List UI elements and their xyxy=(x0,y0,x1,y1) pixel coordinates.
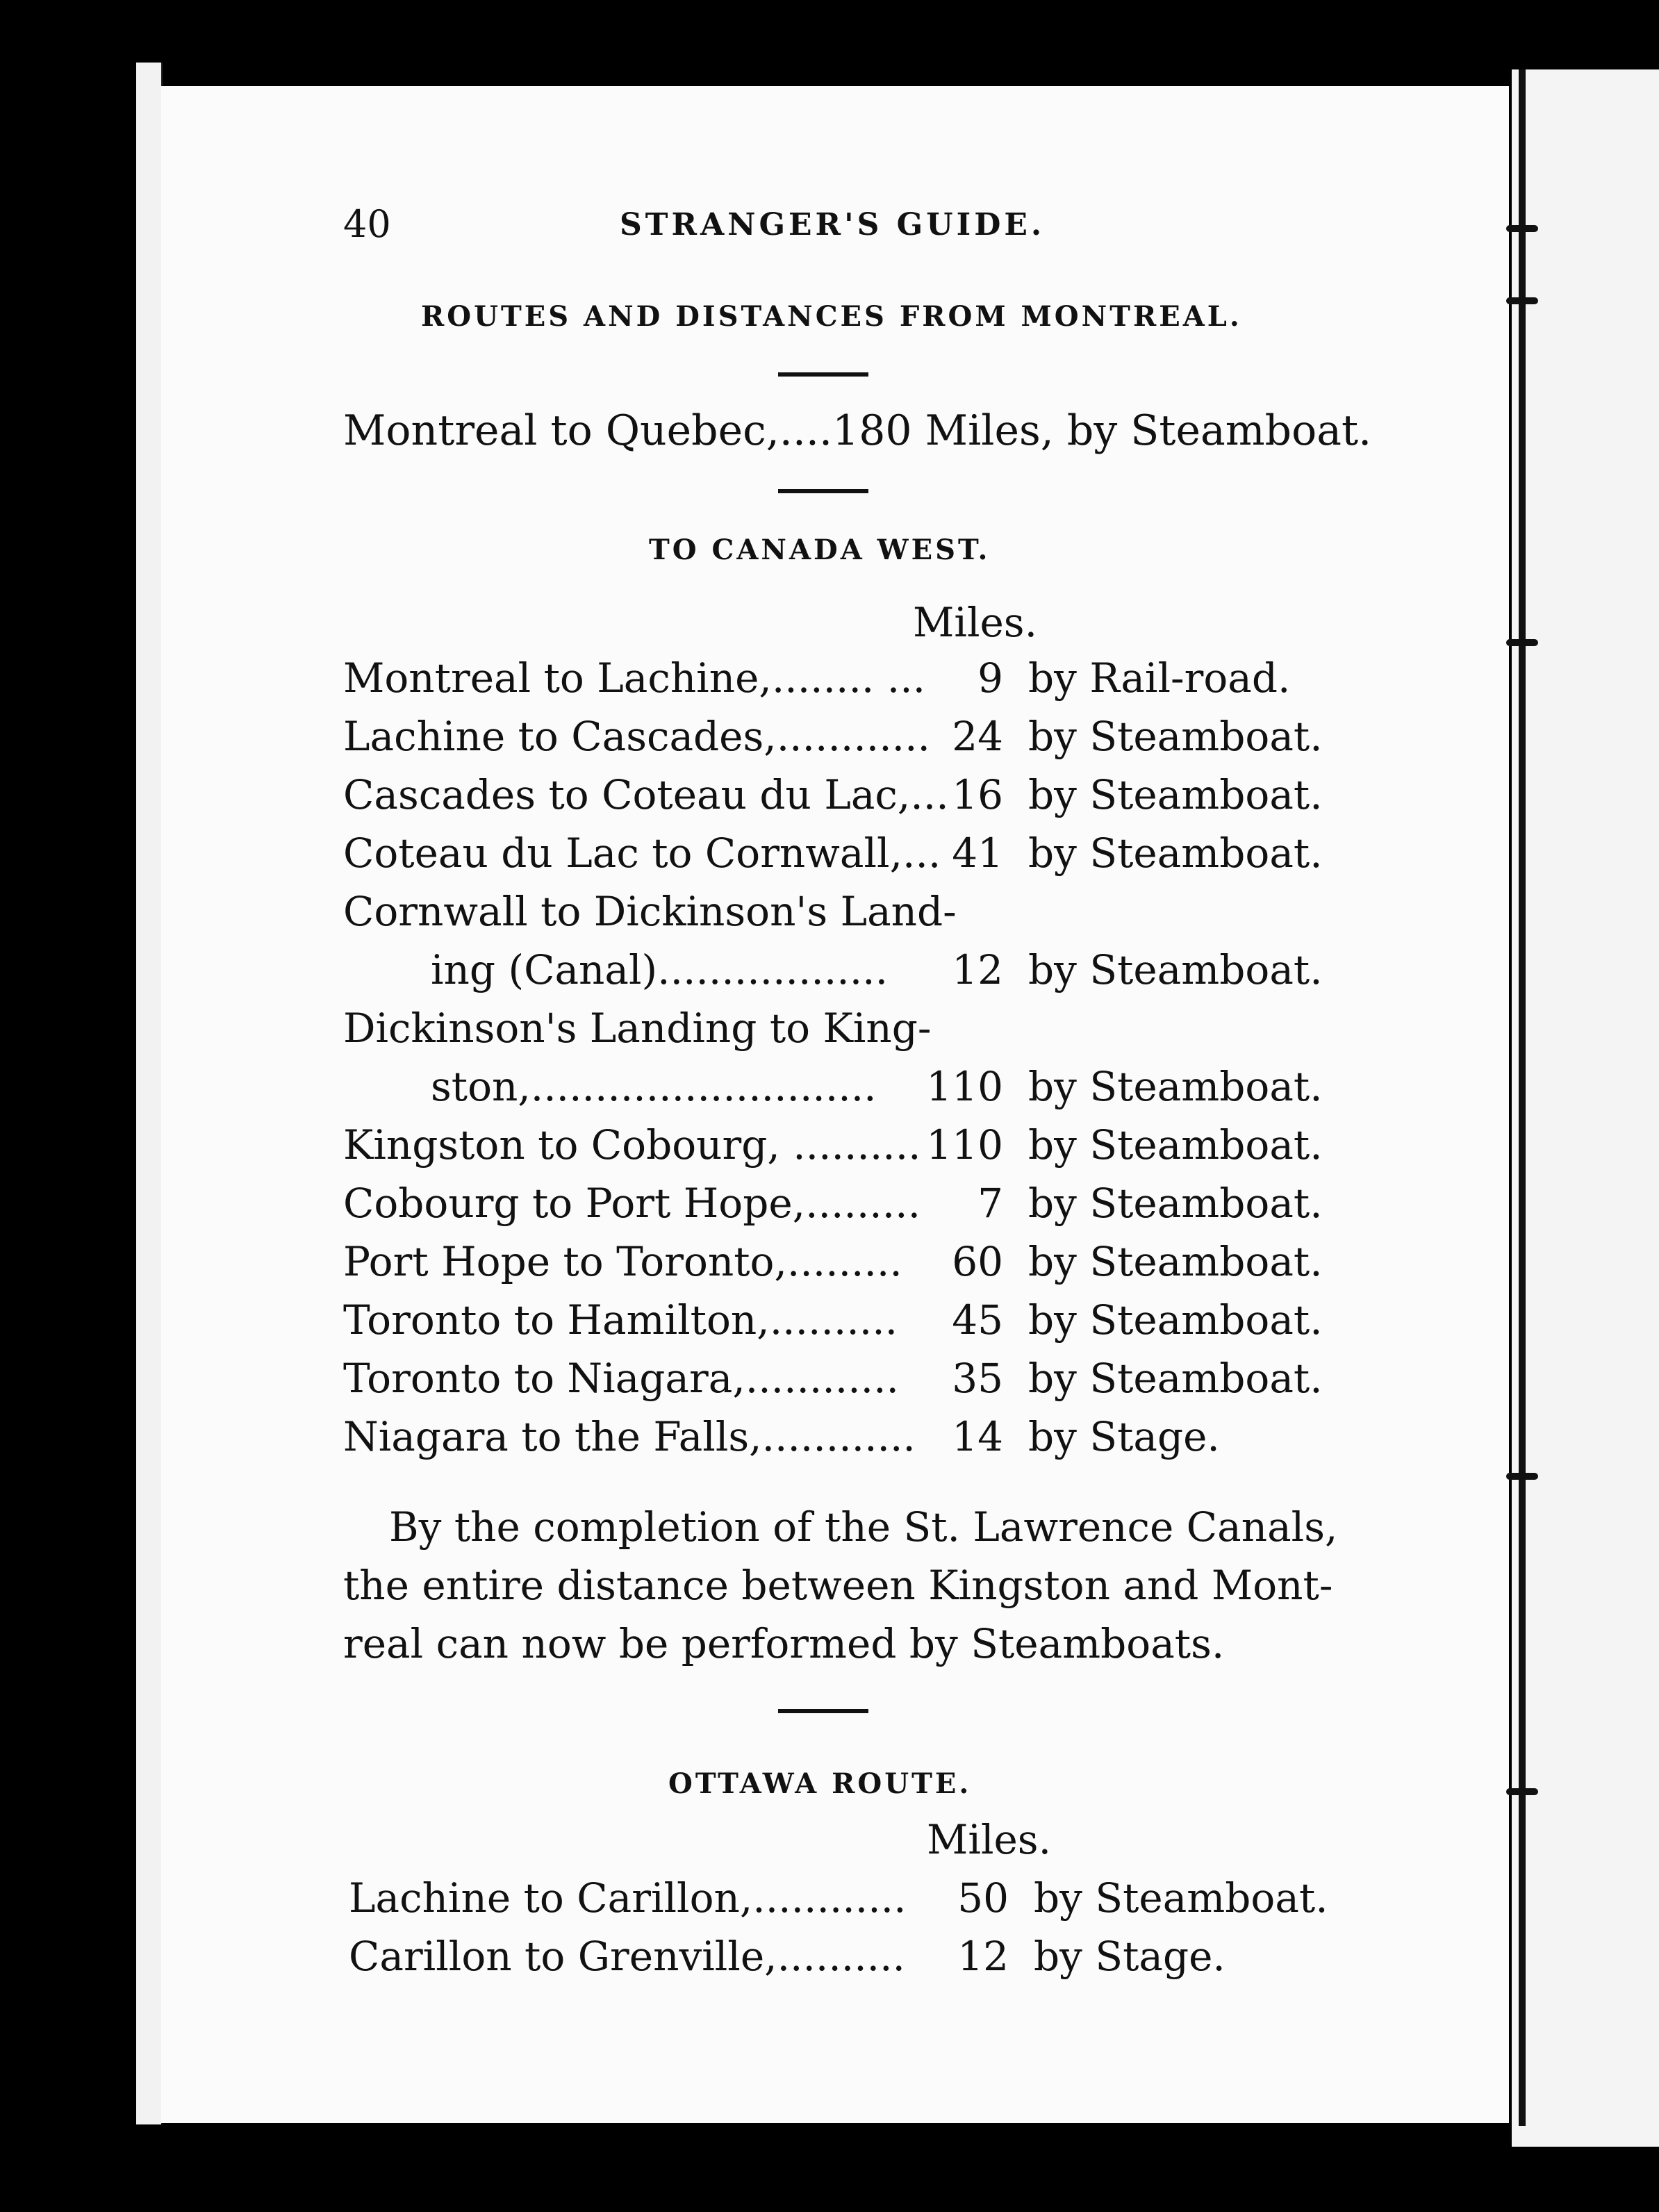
route-label: Dickinson's Landing to King- xyxy=(343,1005,932,1052)
route-miles: 110 xyxy=(926,1121,1003,1169)
binding-stitch xyxy=(1506,297,1538,304)
route-miles: 50 xyxy=(957,1874,1009,1922)
route-label: Toronto to Hamilton,.......... xyxy=(343,1296,898,1344)
ottawa-heading: OTTAWA ROUTE. xyxy=(668,1767,972,1800)
route-mode: by Steamboat. xyxy=(1028,946,1323,993)
route-mode: by Steamboat. xyxy=(1034,1874,1328,1922)
route-label: Cascades to Coteau du Lac,... xyxy=(343,771,949,818)
route-label: Carillon to Grenville,.......... xyxy=(349,1933,905,1980)
route-row xyxy=(343,888,1330,946)
route-row xyxy=(343,1180,1330,1238)
route-miles: 110 xyxy=(926,1063,1003,1110)
route-row xyxy=(349,1933,1335,1991)
route-row xyxy=(349,1874,1335,1933)
route-row xyxy=(343,1413,1330,1471)
route-row xyxy=(343,1355,1330,1413)
route-miles: 16 xyxy=(952,771,1003,818)
route-label: Kingston to Cobourg, .......... xyxy=(343,1121,921,1169)
route-miles: 12 xyxy=(957,1933,1009,1980)
route-mode: by Steamboat. xyxy=(1028,1355,1323,1402)
route-mode: by Stage. xyxy=(1034,1933,1225,1980)
divider-rule xyxy=(778,372,868,377)
route-row xyxy=(343,1121,1330,1180)
miles-column-header: Miles. xyxy=(927,1816,1052,1863)
route-miles: 41 xyxy=(952,830,1003,877)
route-row xyxy=(343,771,1330,830)
route-miles: 12 xyxy=(952,946,1003,993)
note-line: the entire distance between Kingston and Mont- xyxy=(343,1562,1333,1609)
route-row-continued xyxy=(343,946,1330,1005)
route-label: Coteau du Lac to Cornwall,... xyxy=(343,830,941,877)
route-row xyxy=(343,1296,1330,1355)
route-label: Toronto to Niagara,............ xyxy=(343,1355,899,1402)
route-mode: by Steamboat. xyxy=(1028,1180,1323,1227)
route-mode: by Steamboat. xyxy=(1028,1238,1323,1285)
route-row xyxy=(343,1005,1330,1063)
route-mode: by Steamboat. xyxy=(1028,1121,1323,1169)
route-mode: by Steamboat. xyxy=(1028,830,1323,877)
binding-stitch xyxy=(1506,639,1538,646)
route-miles: 14 xyxy=(952,1413,1003,1460)
route-miles: 9 xyxy=(977,654,1003,702)
route-row xyxy=(343,654,1330,713)
route-mode: by Rail-road. xyxy=(1028,654,1291,702)
route-label: Port Hope to Toronto,......... xyxy=(343,1238,902,1285)
route-miles: 60 xyxy=(952,1238,1003,1285)
route-mode: by Steamboat. xyxy=(1028,771,1323,818)
quebec-route-line: Montreal to Quebec,....180 Miles, by Steamboat. xyxy=(343,406,1372,455)
page-number: 40 xyxy=(343,202,391,246)
route-row xyxy=(343,830,1330,888)
binding-stitch xyxy=(1506,225,1538,232)
divider-rule xyxy=(778,1709,868,1713)
canada-west-heading: TO CANADA WEST. xyxy=(649,534,991,566)
route-row xyxy=(343,1238,1330,1296)
route-mode: by Steamboat. xyxy=(1028,713,1323,760)
route-label: Cornwall to Dickinson's Land- xyxy=(343,888,957,935)
route-row xyxy=(343,713,1330,771)
route-row-continued xyxy=(343,1063,1330,1121)
route-miles: 35 xyxy=(952,1355,1003,1402)
binding-stitch xyxy=(1506,1788,1538,1795)
note-line: By the completion of the St. Lawrence Canals, xyxy=(389,1503,1338,1551)
route-label: Lachine to Cascades,............ xyxy=(343,713,930,760)
divider-rule xyxy=(778,489,868,493)
route-label: Niagara to the Falls,............ xyxy=(343,1413,916,1460)
route-mode: by Stage. xyxy=(1028,1413,1220,1460)
route-label-continued: ston,........................... xyxy=(431,1063,877,1110)
route-miles: 7 xyxy=(977,1180,1003,1227)
facing-page-margin xyxy=(1512,69,1659,2147)
route-label: Cobourg to Port Hope,......... xyxy=(343,1180,921,1227)
binding-thread xyxy=(1519,69,1526,2126)
route-mode: by Steamboat. xyxy=(1028,1296,1323,1344)
canals-note xyxy=(343,1498,1338,1673)
route-miles: 45 xyxy=(952,1296,1003,1344)
running-head: STRANGER'S GUIDE. xyxy=(620,207,1046,242)
route-label-continued: ing (Canal).................. xyxy=(431,946,889,993)
binding-stitch xyxy=(1506,1473,1538,1480)
route-mode: by Steamboat. xyxy=(1028,1063,1323,1110)
route-miles: 24 xyxy=(952,713,1003,760)
note-line: real can now be performed by Steamboats. xyxy=(343,1620,1225,1667)
page-edge xyxy=(136,63,163,2124)
miles-column-header: Miles. xyxy=(913,599,1038,646)
route-label: Lachine to Carillon,............ xyxy=(349,1874,907,1922)
route-label: Montreal to Lachine,........ ... xyxy=(343,654,926,702)
section-title: ROUTES AND DISTANCES FROM MONTREAL. xyxy=(421,300,1242,333)
